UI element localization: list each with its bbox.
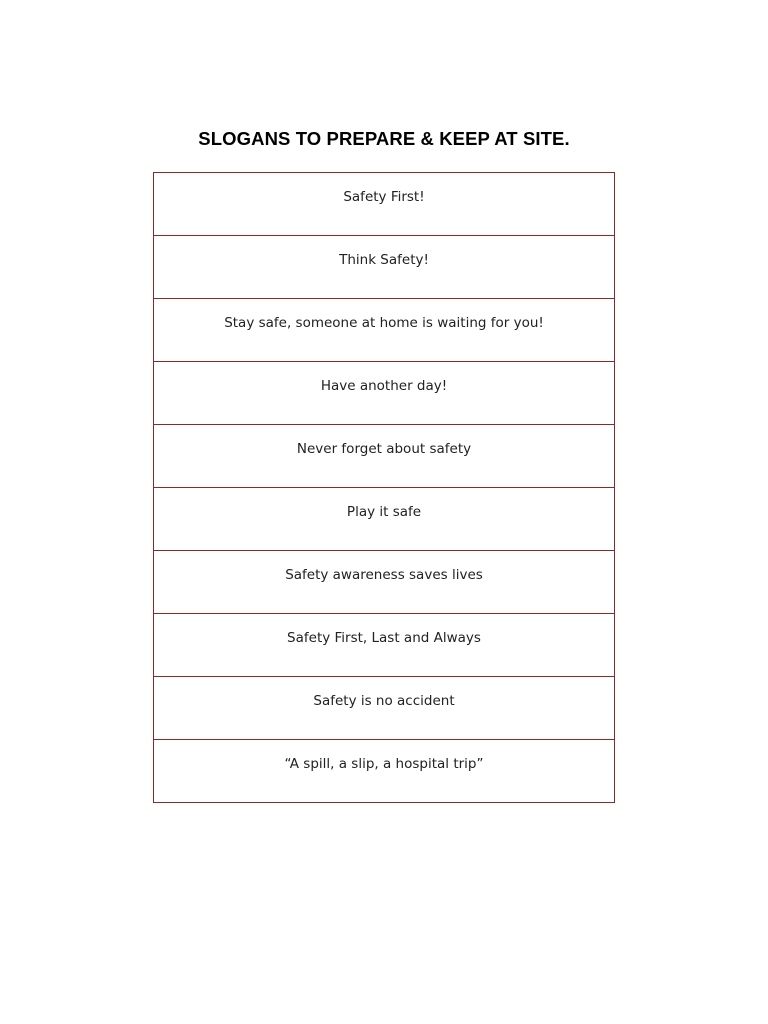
table-row (154, 677, 614, 740)
slogan-text: Safety First! (343, 189, 425, 205)
table-row (154, 236, 614, 299)
page-title: SLOGANS TO PREPARE & KEEP AT SITE. (198, 128, 570, 149)
table-row (154, 740, 614, 802)
slogan-text: Play it safe (346, 504, 422, 520)
table-row (154, 551, 614, 614)
slogan-text: “A spill, a slip, a hospital trip” (284, 756, 484, 772)
slogan-text: Stay safe, someone at home is waiting for you! (224, 315, 544, 331)
slogan-text: Never forget about safety (296, 441, 472, 457)
table-row (154, 362, 614, 425)
table-row (154, 173, 614, 236)
slogan-text: Safety awareness saves lives (285, 567, 483, 583)
table-row (154, 299, 614, 362)
table-row (154, 614, 614, 677)
table-row (154, 425, 614, 488)
slogan-text: Safety First, Last and Always (287, 630, 481, 646)
slogan-text: Safety is no accident (313, 693, 455, 709)
slogan-table (153, 172, 615, 803)
table-row (154, 488, 614, 551)
slogan-text: Have another day! (320, 378, 448, 394)
slogan-text: Think Safety! (339, 252, 429, 268)
